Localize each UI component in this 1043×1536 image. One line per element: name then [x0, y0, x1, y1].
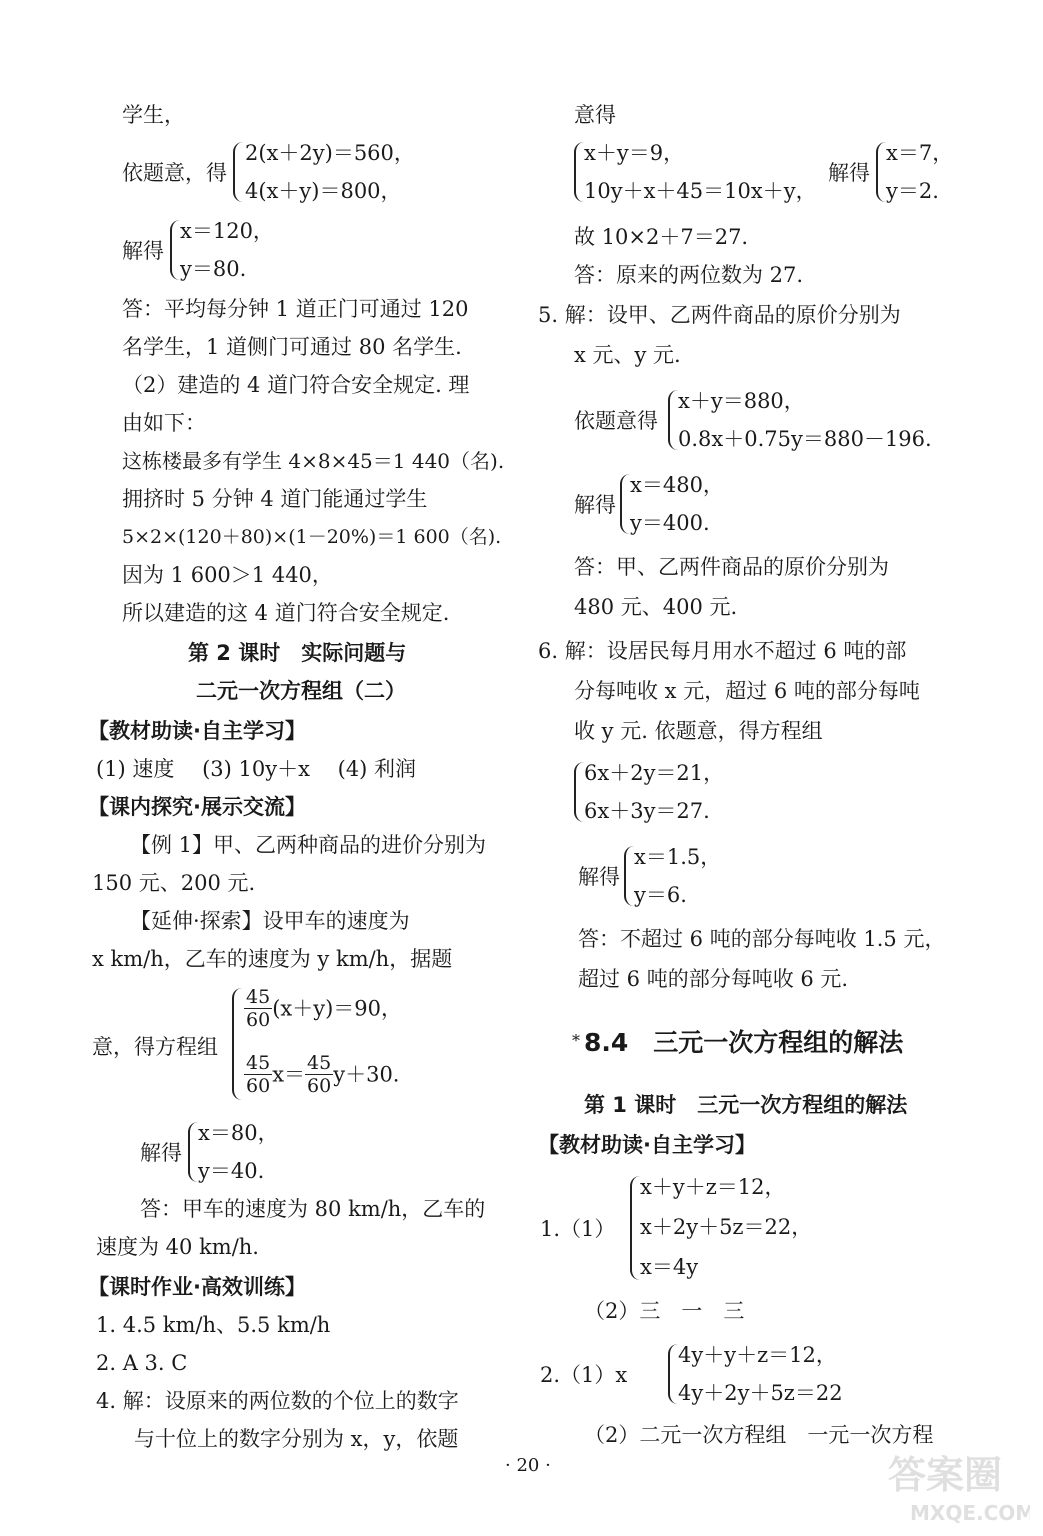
text-line: 故 10×2＋7＝27.: [574, 225, 749, 249]
text-line: 解得: [828, 161, 870, 185]
text-line: 速度为 40 km/h.: [96, 1235, 259, 1259]
text-line: 意，得方程组: [92, 1035, 218, 1059]
equation: 6x＋3y＝27.: [584, 799, 710, 823]
text-line: 依题意，得: [122, 161, 227, 185]
text-line: 答：平均每分钟 1 道正门可通过 120: [122, 297, 469, 321]
text-line: 与十位上的数字分别为 x，y，依题: [134, 1427, 459, 1451]
text-line: 解得: [574, 493, 616, 517]
text-line: x km/h，乙车的速度为 y km/h，据题: [92, 947, 453, 971]
section-label: 【教材助读·自主学习】: [88, 719, 306, 743]
text-line: x 元、y 元.: [574, 343, 681, 367]
text-line: 这栋楼最多有学生 4×8×45＝1 440（名).: [122, 449, 505, 473]
text-line: (1) 速度 (3) 10y＋x (4) 利润: [96, 757, 417, 781]
section-title: 8.4 三元一次方程组的解法: [584, 1028, 904, 1057]
text-line: 4. 解：设原来的两位数的个位上的数字: [96, 1389, 459, 1413]
section-label: 【教材助读·自主学习】: [538, 1133, 756, 1157]
text-line: 解得: [140, 1141, 182, 1165]
equation: x＝1.5，: [634, 845, 722, 869]
text-line: 依题意得: [574, 409, 658, 433]
lesson-heading: 第 1 课时 三元一次方程组的解法: [584, 1093, 908, 1117]
equation: x＋y＝9，: [584, 141, 685, 165]
text-line: 2. A 3. C: [96, 1351, 188, 1375]
text-line: 意得: [574, 103, 616, 127]
text-line: 超过 6 吨的部分每吨收 6 元.: [578, 967, 849, 991]
lesson-heading: 二元一次方程组（二）: [196, 679, 406, 703]
svg-text:答案圈: 答案圈: [888, 1453, 1003, 1497]
equation: 0.8x＋0.75y＝880－196.: [678, 427, 932, 451]
watermark-logo: [880, 1440, 1030, 1530]
page-number: · 20 ·: [505, 1455, 551, 1476]
text-line: 拥挤时 5 分钟 4 道门能通过学生: [122, 487, 428, 511]
svg-text:MXQE.COM: MXQE.COM: [910, 1501, 1030, 1525]
equation: $\frac{45}{60}$ x＝ $\frac{45}{60}$ y＋30.: [246, 1052, 400, 1097]
section-label: 【课时作业·高效训练】: [88, 1275, 306, 1299]
lesson-heading: 第 2 课时 实际问题与: [188, 641, 407, 665]
equation: x＝4y: [640, 1255, 699, 1279]
equation: y＝40.: [198, 1159, 265, 1183]
text-line: 480 元、400 元.: [574, 595, 738, 619]
text-line: 2.（1）x: [540, 1363, 628, 1387]
text-line: 答：甲、乙两件商品的原价分别为: [574, 555, 889, 579]
equation: x＝7，: [886, 141, 954, 165]
text-line: 名学生，1 道侧门可通过 80 名学生.: [122, 335, 462, 359]
text-line: 150 元、200 元.: [92, 871, 256, 895]
text-line: 6. 解：设居民每月用水不超过 6 吨的部: [538, 639, 907, 663]
text-line: 【延伸·探索】设甲车的速度为: [130, 909, 410, 933]
equation: y＝400.: [630, 511, 710, 535]
equation: x＝480，: [630, 473, 724, 497]
text-line: （2）建造的 4 道门符合安全规定. 理: [122, 373, 470, 397]
equation: x＋2y＋5z＝22，: [640, 1215, 813, 1239]
text-line: 收 y 元. 依题意，得方程组: [574, 719, 823, 743]
equation: y＝2.: [886, 179, 939, 203]
text-line: 解得: [122, 239, 164, 263]
section-label: 【课内探究·展示交流】: [88, 795, 306, 819]
text-line: （2）三 一 三: [584, 1299, 745, 1323]
equation: 4y＋2y＋5z＝22: [678, 1381, 843, 1405]
equation: x＋y＋z＝12，: [640, 1175, 786, 1199]
text-line: 答：原来的两位数为 27.: [574, 263, 804, 287]
equation: x＝120，: [180, 219, 274, 243]
text-line: 学生，: [122, 103, 185, 127]
text-line: （2）二元一次方程组 一元一次方程: [584, 1423, 934, 1447]
text-line: 分每吨收 x 元，超过 6 吨的部分每吨: [574, 679, 920, 703]
equation: x＝80，: [198, 1121, 279, 1145]
text-line: 解得: [578, 865, 620, 889]
text-line: 1.（1）: [540, 1217, 616, 1241]
text-line: 由如下：: [122, 411, 206, 435]
equation: $\frac{45}{60}$ (x＋y)＝90，: [246, 986, 403, 1031]
text-line: 答：不超过 6 吨的部分每吨收 1.5 元，: [578, 927, 946, 951]
equation: 6x＋2y＝21，: [584, 761, 725, 785]
text-line: 5×2×(120＋80)×(1－20%)＝1 600（名).: [122, 526, 502, 548]
text-line: 因为 1 600＞1 440，: [122, 563, 333, 587]
equation: 10y＋x＋45＝10x＋y，: [584, 179, 817, 203]
equation: y＝80.: [180, 257, 247, 281]
equation-brace: [233, 142, 244, 202]
equation: 4y＋y＋z＝12，: [678, 1343, 837, 1367]
equation: 4(x＋y)＝800，: [245, 179, 402, 203]
equation-brace: [232, 988, 243, 1100]
text-line: 1. 4.5 km/h、5.5 km/h: [96, 1313, 331, 1337]
text-line: 答：甲车的速度为 80 km/h，乙车的: [140, 1197, 486, 1221]
equation: y＝6.: [634, 883, 687, 907]
text-line: 【例 1】甲、乙两种商品的进价分别为: [130, 833, 487, 857]
optional-mark: *: [572, 1031, 580, 1050]
text-line: 5. 解：设甲、乙两件商品的原价分别为: [538, 303, 901, 327]
text-line: 所以建造的这 4 道门符合安全规定.: [122, 601, 450, 625]
equation: 2(x＋2y)＝560，: [245, 141, 415, 165]
equation: x＋y＝880，: [678, 389, 805, 413]
